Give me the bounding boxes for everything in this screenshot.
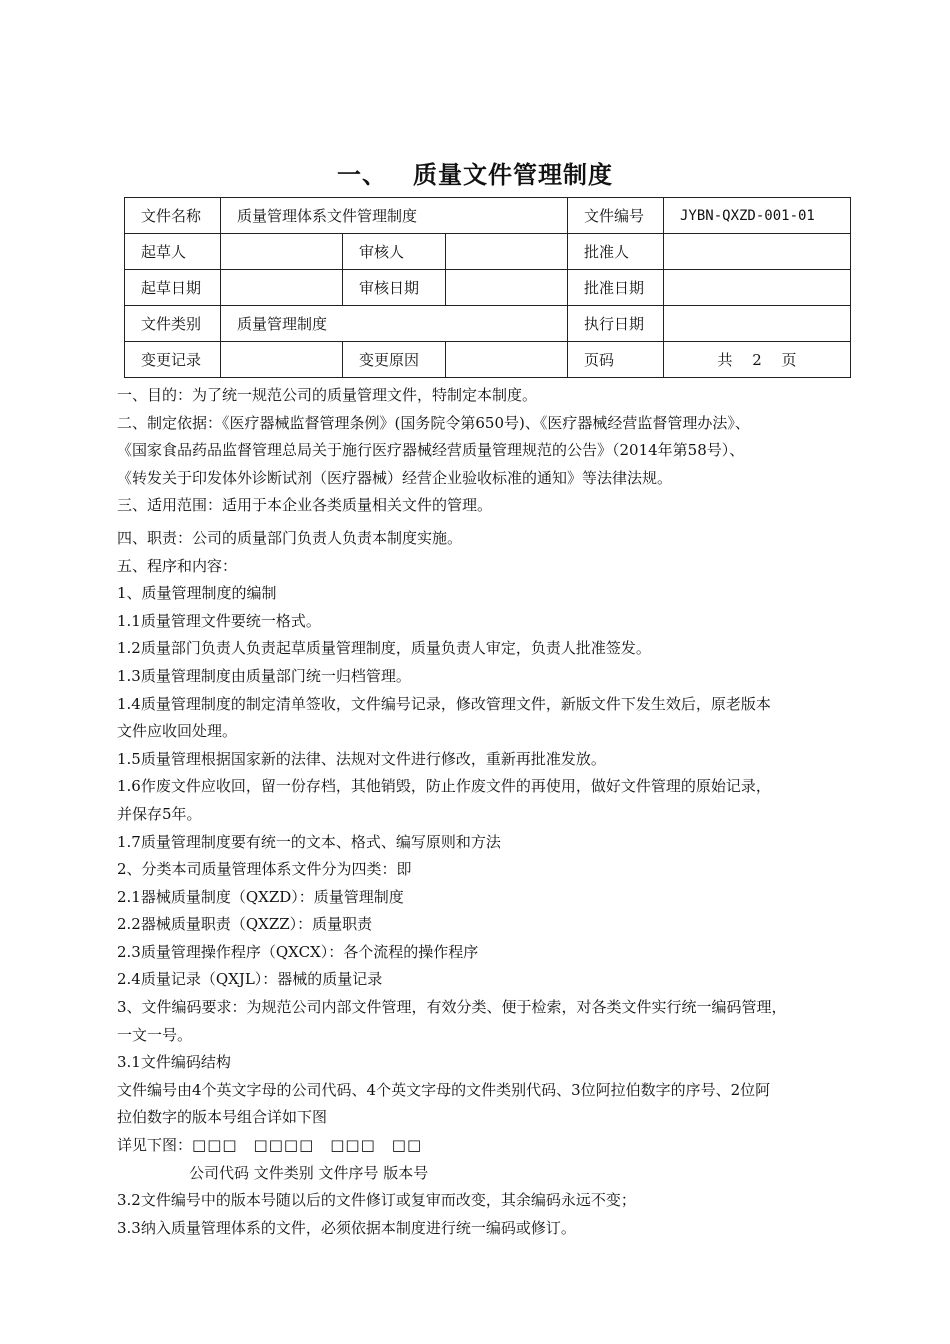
category-value: 质量管理制度 [221, 306, 568, 342]
section-heading-line: 3、文件编码要求：为规范公司内部文件管理，有效分类、便于检索，对各类文件实行统一编码管理， [117, 998, 787, 1017]
procedure-heading: 五、程序和内容： [117, 556, 238, 575]
clause-1-1: 1.1质量管理文件要统一格式。 [117, 611, 321, 630]
section-heading: 2、分类本司质量管理体系文件分为四类：即 [117, 860, 412, 879]
basis-paragraph-line: 《国家食品药品监督管理总局关于施行医疗器械经营质量管理规范的公告》（2014年第58号）、 [117, 441, 745, 460]
draft-date-label: 起草日期 [125, 270, 221, 306]
file-no-value: JYBN-QXZD-001-01 [664, 198, 851, 234]
basis-paragraph-line: 《转发关于印发体外诊断试剂（医疗器械）经营企业验收标准的通知》等法律法规。 [117, 468, 673, 487]
drafter-value [221, 234, 343, 270]
category-code-boxes: □□□□ [253, 1136, 315, 1155]
clause-1-3: 1.3质量管理制度由质量部门统一归档管理。 [117, 666, 411, 685]
responsibility-paragraph: 四、职责：公司的质量部门负责人负责本制度实施。 [117, 528, 463, 547]
clause-3-1-desc-line: 文件编号由4个英文字母的公司代码、4个英文字母的文件类别代码、3位阿拉伯数字的序号、2位阿 [117, 1080, 771, 1099]
document-body [117, 382, 862, 1242]
file-no-label: 文件编号 [568, 198, 664, 234]
approve-date-value [664, 270, 851, 306]
clause-1-6-line: 1.6作废文件应收回，留一份存档，其他销毁，防止作废文件的再使用，做好文件管理的原始记录， [117, 777, 771, 796]
clause-1-4-line: 文件应收回处理。 [117, 722, 238, 741]
effective-date-value [664, 306, 851, 342]
table-row [125, 270, 851, 306]
clause-1-2: 1.2质量部门负责人负责起草质量管理制度，质量负责人审定，负责人批准签发。 [117, 639, 651, 658]
title-text: 质量文件管理制度 [413, 161, 613, 189]
code-structure-diagram [117, 1132, 862, 1160]
file-name-value: 质量管理体系文件管理制度 [221, 198, 568, 234]
approver-value [664, 234, 851, 270]
change-reason-value [446, 342, 568, 378]
review-date-label: 审核日期 [343, 270, 446, 306]
clause-3-3: 3.3纳入质量管理体系的文件，必须依据本制度进行统一编码或修订。 [117, 1218, 576, 1237]
clause-3-1: 3.1文件编码结构 [117, 1053, 231, 1072]
review-date-value [446, 270, 568, 306]
clause-1-7: 1.7质量管理制度要有统一的文本、格式、编写原则和方法 [117, 832, 501, 851]
table-row [125, 306, 851, 342]
table-row [125, 198, 851, 234]
approve-date-label: 批准日期 [568, 270, 664, 306]
table-row [125, 234, 851, 270]
clause-2-4: 2.4质量记录（QXJL）：器械的质量记录 [117, 970, 383, 989]
change-record-label: 变更记录 [125, 342, 221, 378]
draft-date-value [221, 270, 343, 306]
clause-3-2: 3.2文件编号中的版本号随以后的文件修订或复审而改变，其余编码永远不变； [117, 1191, 636, 1210]
section-heading-line: 一文一号。 [117, 1025, 193, 1044]
clause-2-3: 2.3质量管理操作程序（QXCX）：各个流程的操作程序 [117, 942, 479, 961]
document-title [0, 155, 950, 190]
diagram-prefix: 详见下图： [117, 1136, 193, 1155]
clause-1-6-line: 并保存5年。 [117, 804, 202, 823]
change-reason-label: 变更原因 [343, 342, 446, 378]
clause-1-4-line: 1.4质量管理制度的制定清单签收，文件编号记录，修改管理文件，新版文件下发生效后，原老版本 [117, 694, 771, 713]
sequence-boxes: □□□ [330, 1136, 376, 1155]
clause-1-5: 1.5质量管理根据国家新的法律、法规对文件进行修改，重新再批准发放。 [117, 749, 606, 768]
page-value: 共 2 页 [664, 342, 851, 378]
reviewer-value [446, 234, 568, 270]
reviewer-label: 审核人 [343, 234, 446, 270]
category-label: 文件类别 [125, 306, 221, 342]
change-record-value [221, 342, 343, 378]
scope-paragraph: 三、适用范围：适用于本企业各类质量相关文件的管理。 [117, 496, 493, 515]
clause-2-1: 2.1器械质量制度（QXZD）：质量管理制度 [117, 887, 404, 906]
section-heading: 1、质量管理制度的编制 [117, 584, 277, 603]
clause-2-2: 2.2器械质量职责（QXZZ）：质量职责 [117, 915, 373, 934]
document-control-table [124, 197, 851, 378]
approver-label: 批准人 [568, 234, 664, 270]
table-row [125, 342, 851, 378]
code-structure-legend: 公司代码 文件类别 文件序号 版本号 [189, 1163, 429, 1182]
file-name-label: 文件名称 [125, 198, 221, 234]
version-boxes: □□ [391, 1136, 423, 1155]
basis-paragraph-line: 二、制定依据：《医疗器械监督管理条例》(国务院令第650号)、《医疗器械经营监督管理办法》、 [117, 413, 750, 432]
company-code-boxes: □□□ [192, 1136, 238, 1155]
effective-date-label: 执行日期 [568, 306, 664, 342]
page-label: 页码 [568, 342, 664, 378]
purpose-paragraph: 一、目的：为了统一规范公司的质量管理文件，特制定本制度。 [117, 386, 538, 404]
clause-3-1-desc-line: 拉伯数字的版本号组合详如下图 [117, 1108, 328, 1127]
title-number: 一、 [337, 161, 387, 189]
drafter-label: 起草人 [125, 234, 221, 270]
